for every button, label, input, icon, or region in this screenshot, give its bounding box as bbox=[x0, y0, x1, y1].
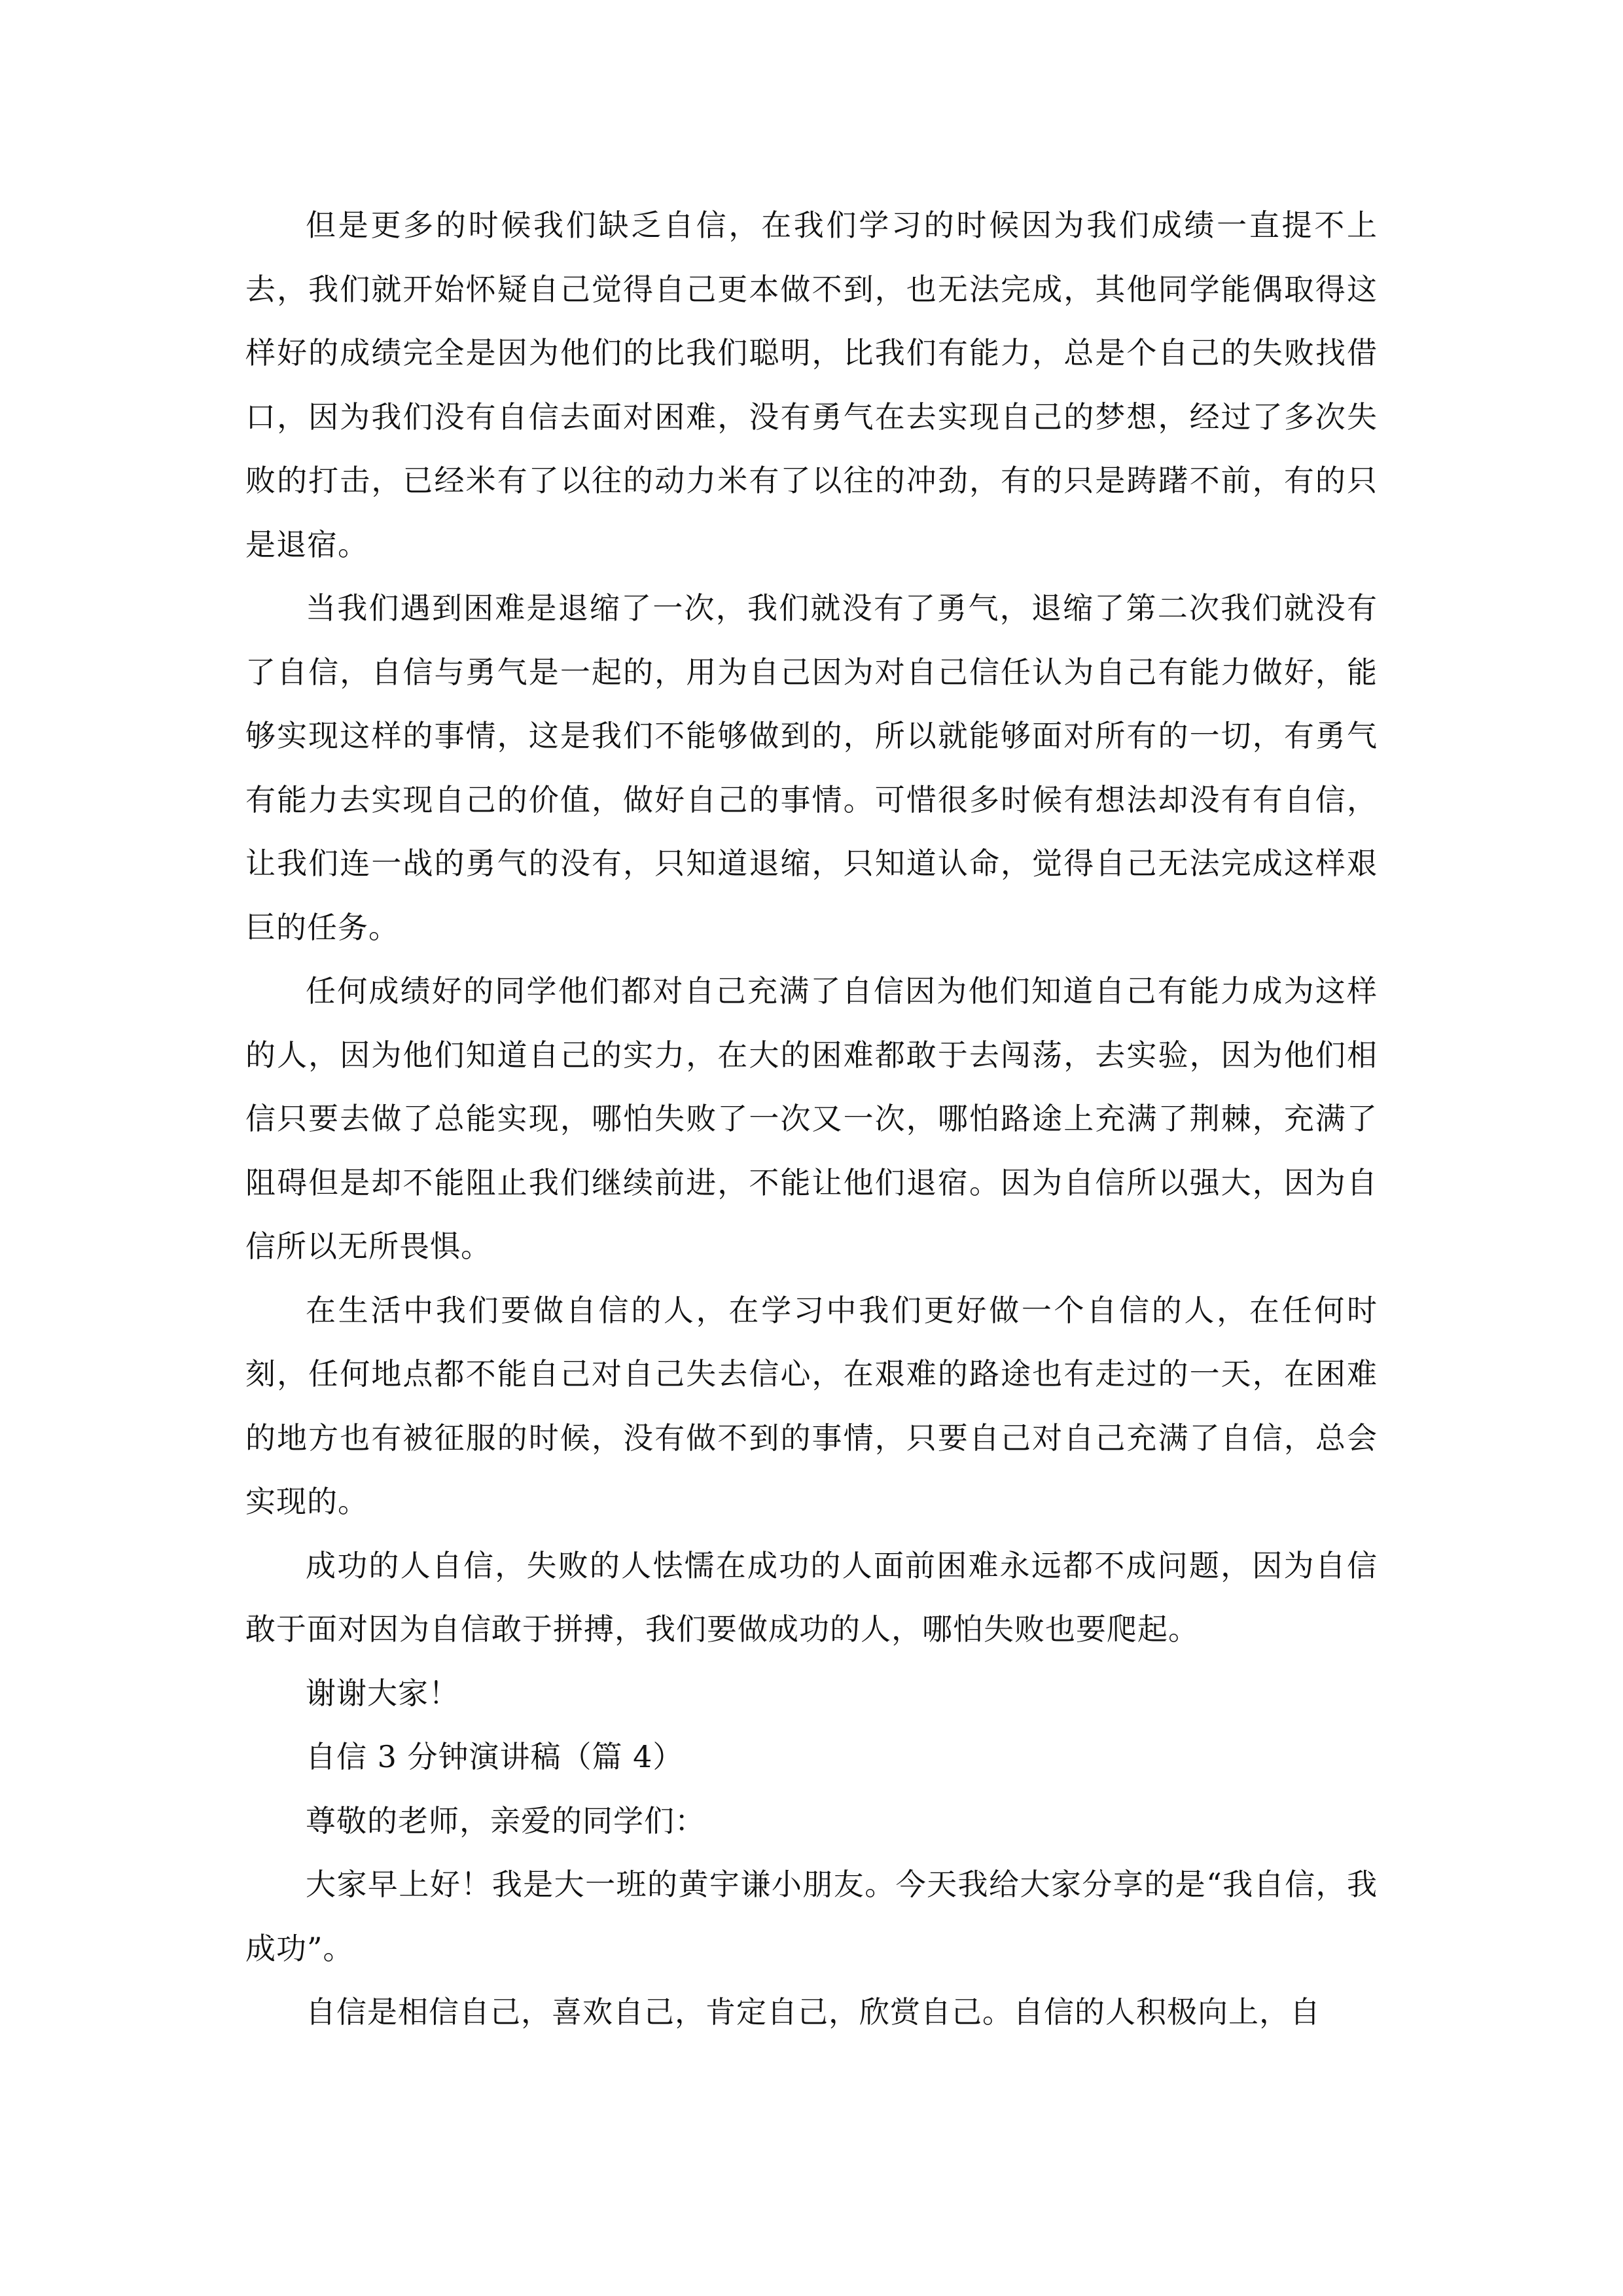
paragraph-5: 成功的人自信，失败的人怯懦在成功的人面前困难永远都不成问题，因为自信敢于面对因为自信敢于拼搏，我们要做成功的人，哪怕失败也要爬起。 bbox=[245, 1547, 1378, 1647]
closing-thanks: 谢谢大家！ bbox=[306, 1675, 459, 1711]
paragraph-2: 当我们遇到困难是退缩了一次，我们就没有了勇气，退缩了第二次我们就没有了自信，自信与勇气是一起的，用为自己因为对自己信任认为自己有能力做好，能够实现这样的事情，这是我们不能够做到的，所以就能够面对所有的一切，有勇气有能力去实现自己的价值，做好自己的事情。可惜很多时候有想法却没有有自信，让我们连一战的勇气的没有，只知道退缩，只知道认命，觉得自己无法完成这样艰巨的任务。 bbox=[245, 590, 1378, 945]
paragraph-last: 自信是相信自己，喜欢自己，肯定自己，欣赏自己。自信的人积极向上，自 bbox=[306, 1994, 1321, 2030]
paragraph-greeting: 大家早上好！我是大一班的黄宇谦小朋友。今天我给大家分享的是“我自信，我成功”。 bbox=[245, 1867, 1378, 1966]
paragraph-1: 但是更多的时候我们缺乏自信，在我们学习的时候因为我们成绩一直提不上去，我们就开始怀疑自己觉得自己更本做不到，也无法完成，其他同学能偶取得这样好的成绩完全是因为他们的比我们聪明，比我们有能力，总是个自己的失败找借口，因为我们没有自信去面对困难，没有勇气在去实现自己的梦想，经过了多次失败的打击，已经米有了以往的动力米有了以往的冲劲，有的只是踌躇不前，有的只是退宿。 bbox=[245, 207, 1378, 562]
paragraph-4: 在生活中我们要做自信的人，在学习中我们更好做一个自信的人，在任何时刻，任何地点都不能自己对自己失去信心，在艰难的路途也有走过的一天，在困难的地方也有被征服的时候，没有做不到的事情，只要自己对自己充满了自信，总会实现的。 bbox=[245, 1292, 1378, 1519]
section-title: 自信 3 分钟演讲稿（篇 4） bbox=[306, 1739, 684, 1774]
document-body bbox=[245, 194, 1378, 2045]
salutation: 尊敬的老师，亲爱的同学们： bbox=[306, 1803, 705, 1839]
paragraph-3: 任何成绩好的同学他们都对自己充满了自信因为他们知道自己有能力成为这样的人，因为他们知道自己的实力，在大的困难都敢于去闯荡，去实验，因为他们相信只要去做了总能实现，哪怕失败了一次又一次，哪怕路途上充满了荆棘，充满了阻碍但是却不能阻止我们继续前进，不能让他们退宿。因为自信所以强大，因为自信所以无所畏惧。 bbox=[245, 973, 1378, 1264]
